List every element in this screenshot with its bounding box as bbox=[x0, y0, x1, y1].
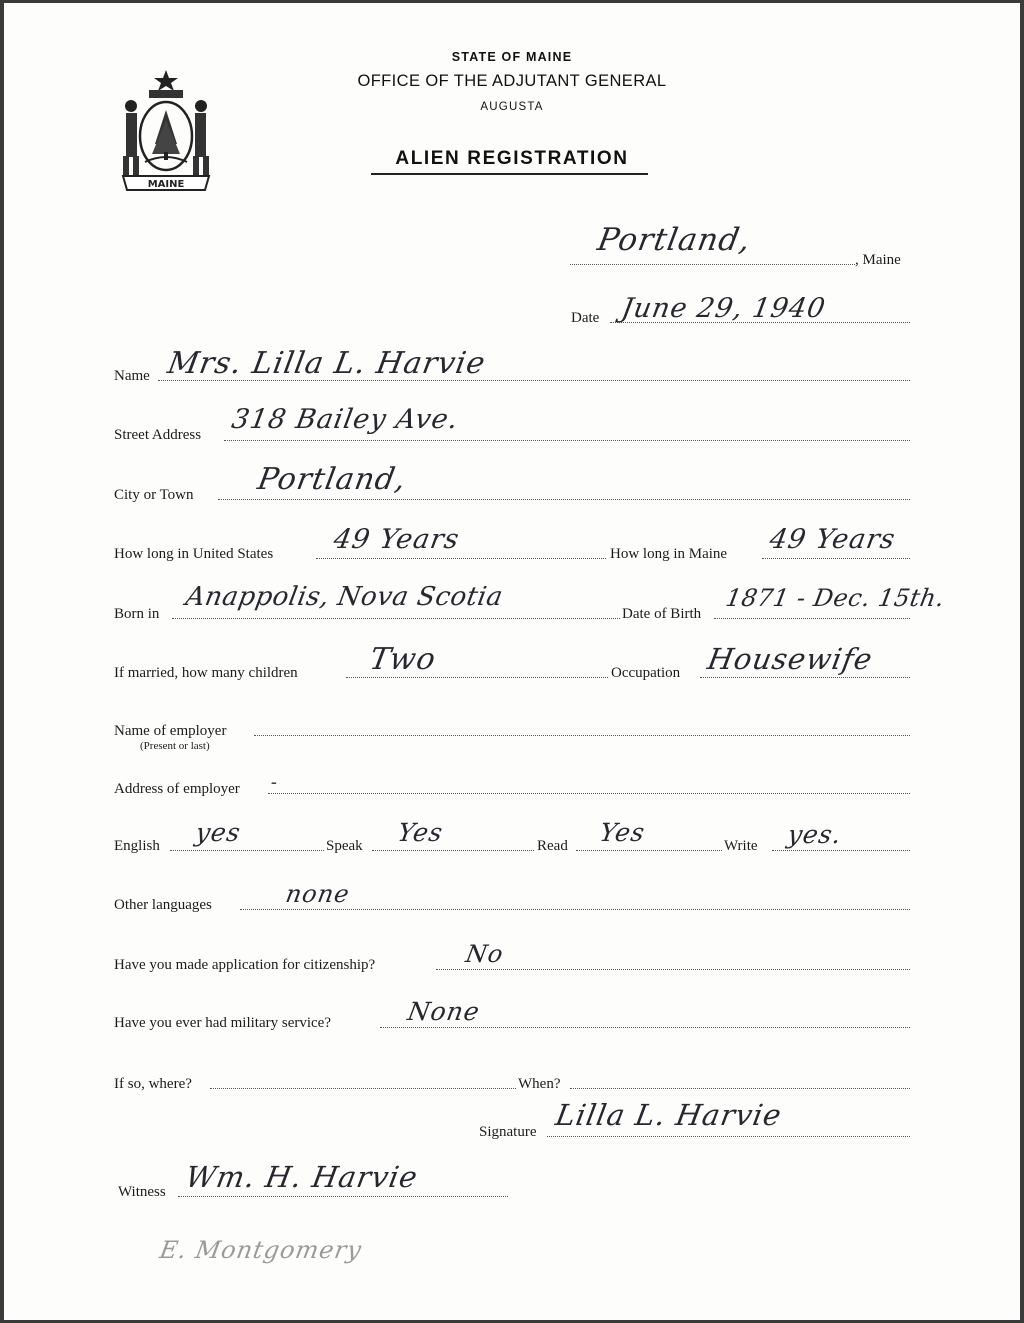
form-title: ALIEN REGISTRATION bbox=[395, 148, 629, 169]
employer-address-line bbox=[268, 793, 910, 794]
date-label: Date bbox=[571, 310, 600, 326]
write-label: Write bbox=[724, 838, 758, 854]
speak-value[interactable]: Yes bbox=[395, 818, 446, 847]
date-of-birth-value[interactable]: 1871 - Dec. 15th. bbox=[723, 584, 947, 612]
born-in-label: Born in bbox=[114, 606, 160, 622]
other-languages-line bbox=[240, 909, 910, 910]
witness-value[interactable]: Wm. H. Harvie bbox=[183, 1160, 421, 1194]
if-so-where-label: If so, where? bbox=[114, 1076, 192, 1092]
employer-name-line bbox=[254, 735, 910, 736]
occupation-label: Occupation bbox=[611, 665, 681, 681]
street-value[interactable]: 318 Bailey Ave. bbox=[229, 404, 462, 435]
if-so-where-line bbox=[210, 1088, 516, 1089]
how-long-us-label: How long in United States bbox=[114, 546, 274, 562]
other-languages-value[interactable]: none bbox=[283, 880, 353, 908]
born-in-value[interactable]: Anappolis, Nova Scotia bbox=[183, 582, 506, 612]
military-value[interactable]: None bbox=[405, 997, 483, 1026]
how-long-maine-label: How long in Maine bbox=[610, 546, 728, 562]
how-long-maine-line bbox=[762, 558, 910, 559]
speak-line bbox=[372, 850, 534, 851]
occupation-line bbox=[700, 677, 910, 678]
employer-address-value[interactable]: - bbox=[269, 772, 280, 793]
city-town-line bbox=[218, 499, 910, 500]
employer-name-label: Name of employer bbox=[114, 723, 227, 739]
seal-text: MAINE bbox=[147, 179, 185, 190]
children-label: If married, how many children bbox=[114, 665, 298, 681]
military-line bbox=[380, 1027, 910, 1028]
witness-line bbox=[178, 1196, 508, 1197]
city-town-value[interactable]: Portland, bbox=[254, 462, 410, 497]
read-value[interactable]: Yes bbox=[597, 818, 648, 847]
employer-address-label: Address of employer bbox=[114, 781, 240, 797]
signature-line bbox=[547, 1136, 910, 1137]
english-label: English bbox=[114, 838, 160, 854]
signature-label: Signature bbox=[479, 1124, 537, 1140]
pencil-note: E. Montgomery bbox=[157, 1236, 365, 1264]
town-top-line bbox=[570, 264, 855, 265]
date-value[interactable]: June 29, 1940 bbox=[619, 293, 829, 324]
when-label: When? bbox=[518, 1076, 561, 1092]
citizenship-label: Have you made application for citizenship? bbox=[114, 957, 376, 973]
how-long-us-line bbox=[316, 558, 606, 559]
citizenship-line bbox=[436, 969, 910, 970]
write-value[interactable]: yes. bbox=[785, 820, 845, 849]
date-of-birth-label: Date of Birth bbox=[622, 606, 702, 622]
street-line bbox=[224, 440, 910, 441]
children-line bbox=[346, 677, 608, 678]
name-value[interactable]: Mrs. Lilla L. Harvie bbox=[164, 346, 489, 381]
title-underline bbox=[371, 173, 648, 175]
speak-label: Speak bbox=[326, 838, 363, 854]
header-city: AUGUSTA bbox=[480, 101, 544, 113]
occupation-value[interactable]: Housewife bbox=[705, 642, 876, 676]
city-town-label: City or Town bbox=[114, 487, 194, 503]
read-line bbox=[576, 850, 722, 851]
citizenship-value[interactable]: No bbox=[463, 940, 506, 968]
name-label: Name bbox=[114, 368, 150, 384]
english-value[interactable]: yes bbox=[193, 818, 244, 847]
witness-label: Witness bbox=[118, 1184, 166, 1200]
write-line bbox=[772, 850, 910, 851]
children-value[interactable]: Two bbox=[366, 642, 439, 677]
english-line bbox=[170, 850, 324, 851]
header-office: OFFICE OF THE ADJUTANT GENERAL bbox=[357, 72, 667, 90]
header-state: STATE OF MAINE bbox=[451, 50, 573, 64]
town-top-value[interactable]: Portland, bbox=[594, 222, 754, 258]
how-long-us-value[interactable]: 49 Years bbox=[331, 524, 462, 555]
signature-value[interactable]: Lilla L. Harvie bbox=[553, 1098, 785, 1132]
when-line bbox=[570, 1088, 910, 1089]
how-long-maine-value[interactable]: 49 Years bbox=[767, 524, 898, 555]
date-of-birth-line bbox=[714, 618, 910, 619]
other-languages-label: Other languages bbox=[114, 897, 212, 913]
maine-label: , Maine bbox=[855, 252, 901, 268]
street-label: Street Address bbox=[114, 427, 202, 443]
military-label: Have you ever had military service? bbox=[114, 1015, 331, 1031]
born-in-line bbox=[172, 618, 620, 619]
employer-note: (Present or last) bbox=[140, 740, 210, 752]
read-label: Read bbox=[537, 838, 568, 854]
